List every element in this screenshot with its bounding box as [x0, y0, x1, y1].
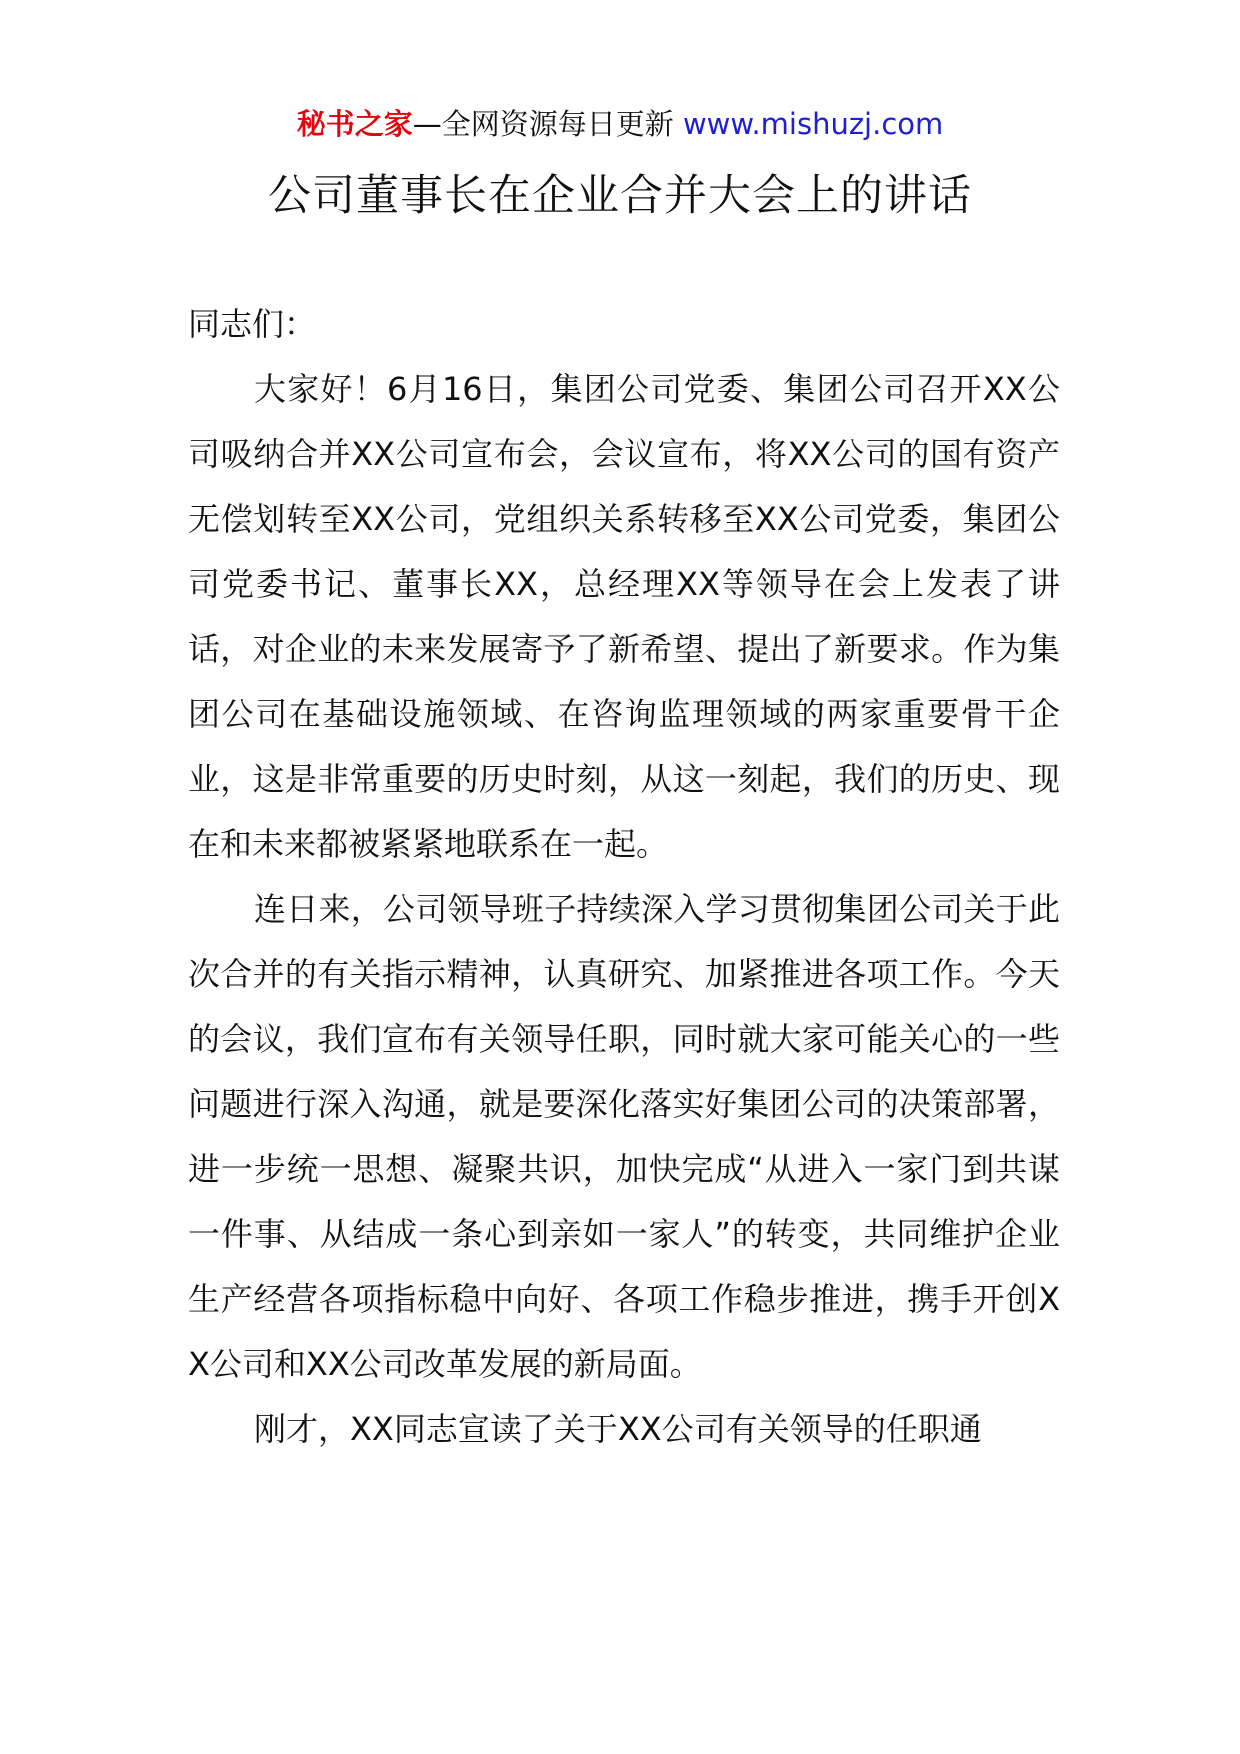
salutation: 同志们：	[188, 305, 317, 343]
document-title: 公司董事长在企业合并大会上的讲话	[268, 171, 972, 221]
site-url-link[interactable]: www.mishuzj.com	[682, 107, 944, 141]
paragraph-3: 刚才，XX同志宣读了关于XX公司有关领导的任职通	[254, 1410, 982, 1448]
document-body	[188, 292, 1060, 1462]
paragraph-2: 连日来，公司领导班子持续深入学习贯彻集团公司关于此次合并的有关指示精神，认真研究、加紧推进各项工作。今天的会议，我们宣布有关领导任职，同时就大家可能关心的一些问题进行深入沟通，就是要深化落实好集团公司的决策部署，进一步统一思想、凝聚共识，加快完成“从进入一家门到共谋一件事、从结成一条心到亲如一家人”的转变，共同维护企业生产经营各项指标稳中向好、各项工作稳步推进，携手开创XX公司和XX公司改革发展的新局面。	[188, 890, 1060, 1383]
paragraph-1: 大家好！6月16日，集团公司党委、集团公司召开XX公司吸纳合并XX公司宣布会，会议宣布，将XX公司的国有资产无偿划转至XX公司，党组织关系转移至XX公司党委，集团公司党委书记、董事长XX，总经理XX等领导在会上发表了讲话，对企业的未来发展寄予了新希望、提出了新要求。作为集团公司在基础设施领域、在咨询监理领域的两家重要骨干企业，这是非常重要的历史时刻，从这一刻起，我们的历史、现在和未来都被紧紧地联系在一起。	[188, 370, 1060, 863]
brand-name: 秘书之家	[296, 107, 413, 141]
header-slogan: —全网资源每日更新	[412, 107, 683, 141]
site-header	[0, 104, 1240, 144]
